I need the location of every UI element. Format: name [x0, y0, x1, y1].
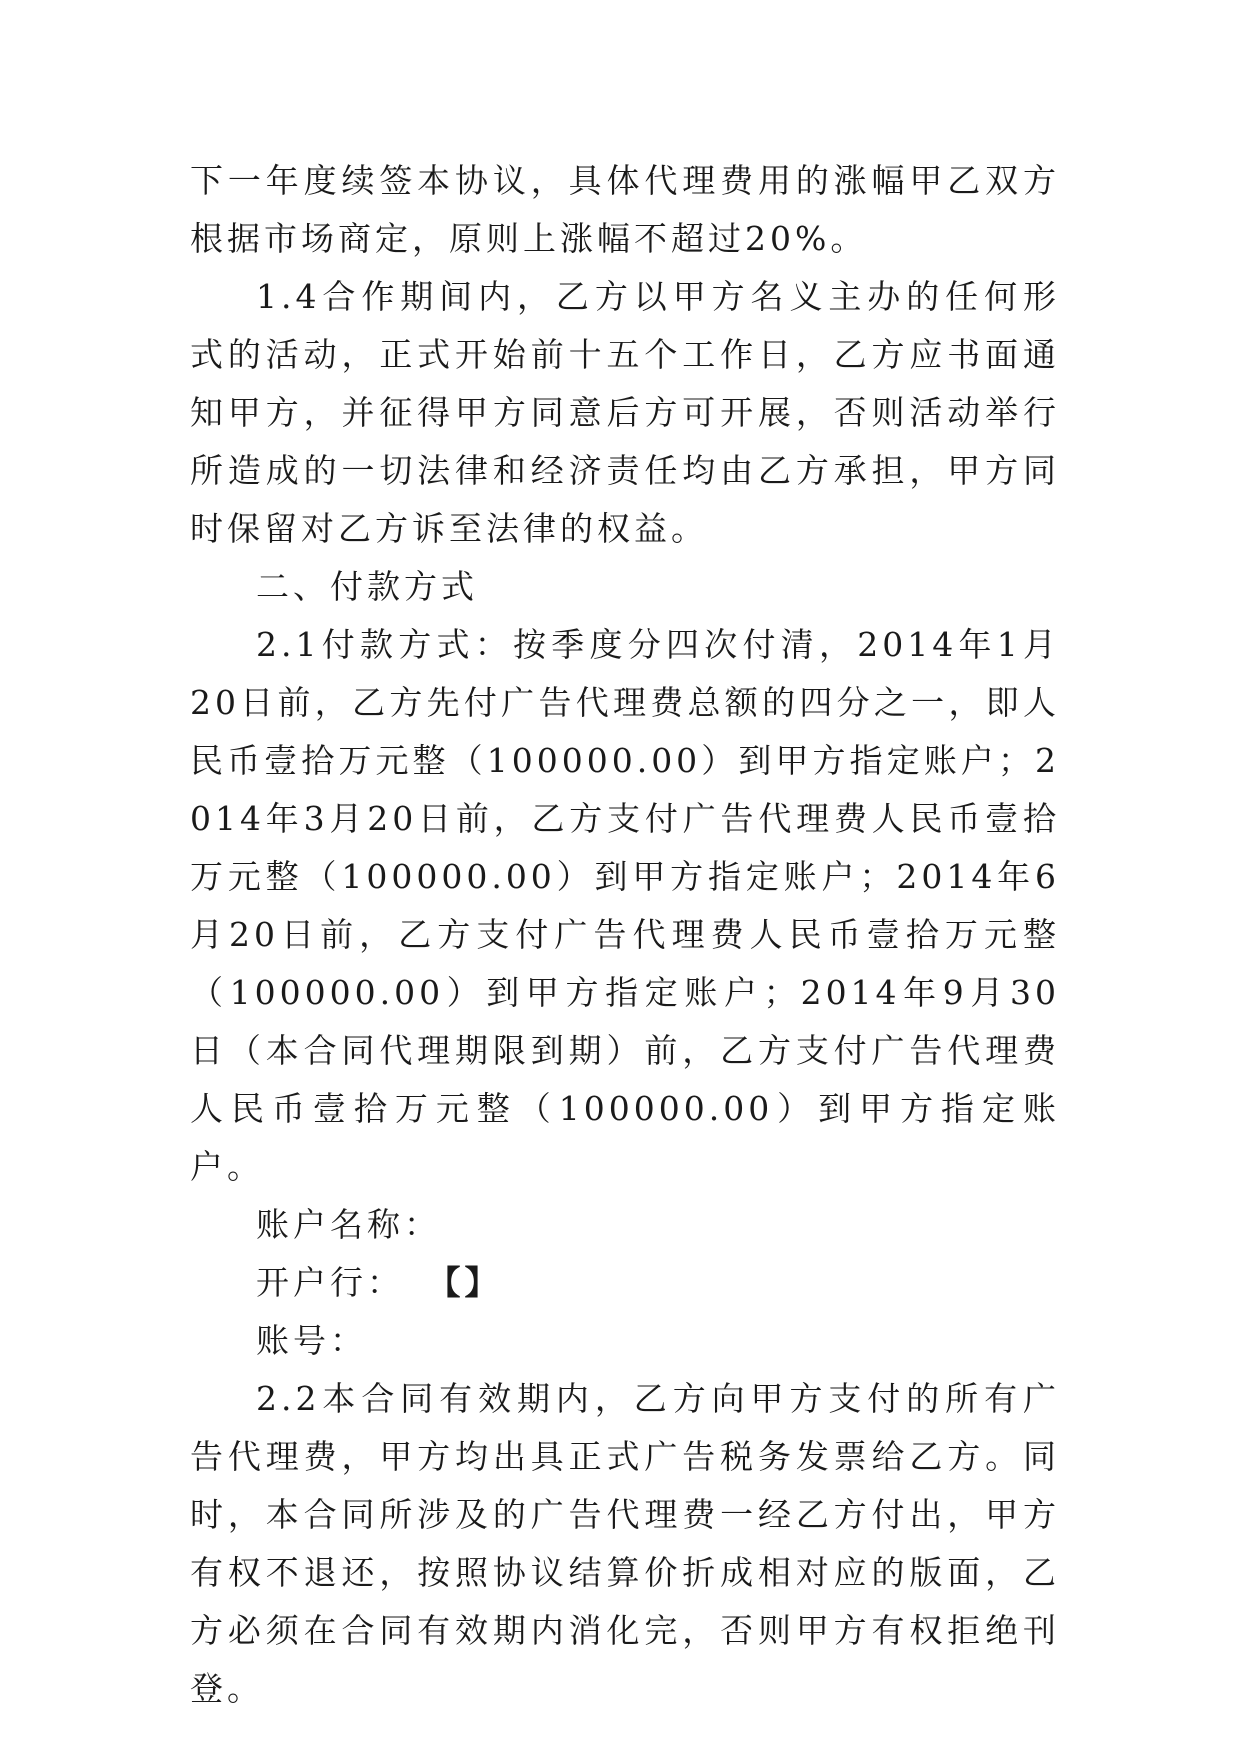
- document-body: [190, 152, 1060, 1718]
- account-name-label: 账户名称：: [256, 1205, 441, 1244]
- section-heading-payment: 二、付款方式: [256, 567, 478, 606]
- bank-placeholder: 【】: [444, 1263, 502, 1302]
- paragraph-clause-2-2: 2.2本合同有效期内，乙方向甲方支付的所有广告代理费，甲方均出具正式广告税务发票给乙方。同时，本合同所涉及的广告代理费一经乙方付出，甲方有权不退还，按照协议结算价折成相对应的版面，乙方必须在合同有效期内消化完，否则甲方有权拒绝刊登。: [190, 1379, 1060, 1708]
- paragraph-clause-2-1: 2.1付款方式：按季度分四次付清，2014年1月20日前，乙方先付广告代理费总额的四分之一，即人民币壹拾万元整（100000.00）到甲方指定账户；2014年3月20日前，乙方支付广告代理费人民币壹拾万元整（100000.00）到甲方指定账户；2014年6月20日前，乙方支付广告代理费人民币壹拾万元整（100000.00）到甲方指定账户；2014年9月30日（本合同代理期限到期）前，乙方支付广告代理费人民币壹拾万元整（100000.00）到甲方指定账户。: [190, 625, 1060, 1186]
- account-number-label: 账号：: [256, 1321, 367, 1360]
- paragraph-renewal: 下一年度续签本协议，具体代理费用的涨幅甲乙双方根据市场商定，原则上涨幅不超过20%。: [190, 161, 1060, 258]
- bank-label: 开户行：: [256, 1263, 404, 1302]
- bank-line: [190, 1254, 1060, 1312]
- paragraph-clause-1-4: 1.4合作期间内，乙方以甲方名义主办的任何形式的活动，正式开始前十五个工作日，乙方应书面通知甲方，并征得甲方同意后方可开展，否则活动举行所造成的一切法律和经济责任均由乙方承担，甲方同时保留对乙方诉至法律的权益。: [190, 277, 1060, 548]
